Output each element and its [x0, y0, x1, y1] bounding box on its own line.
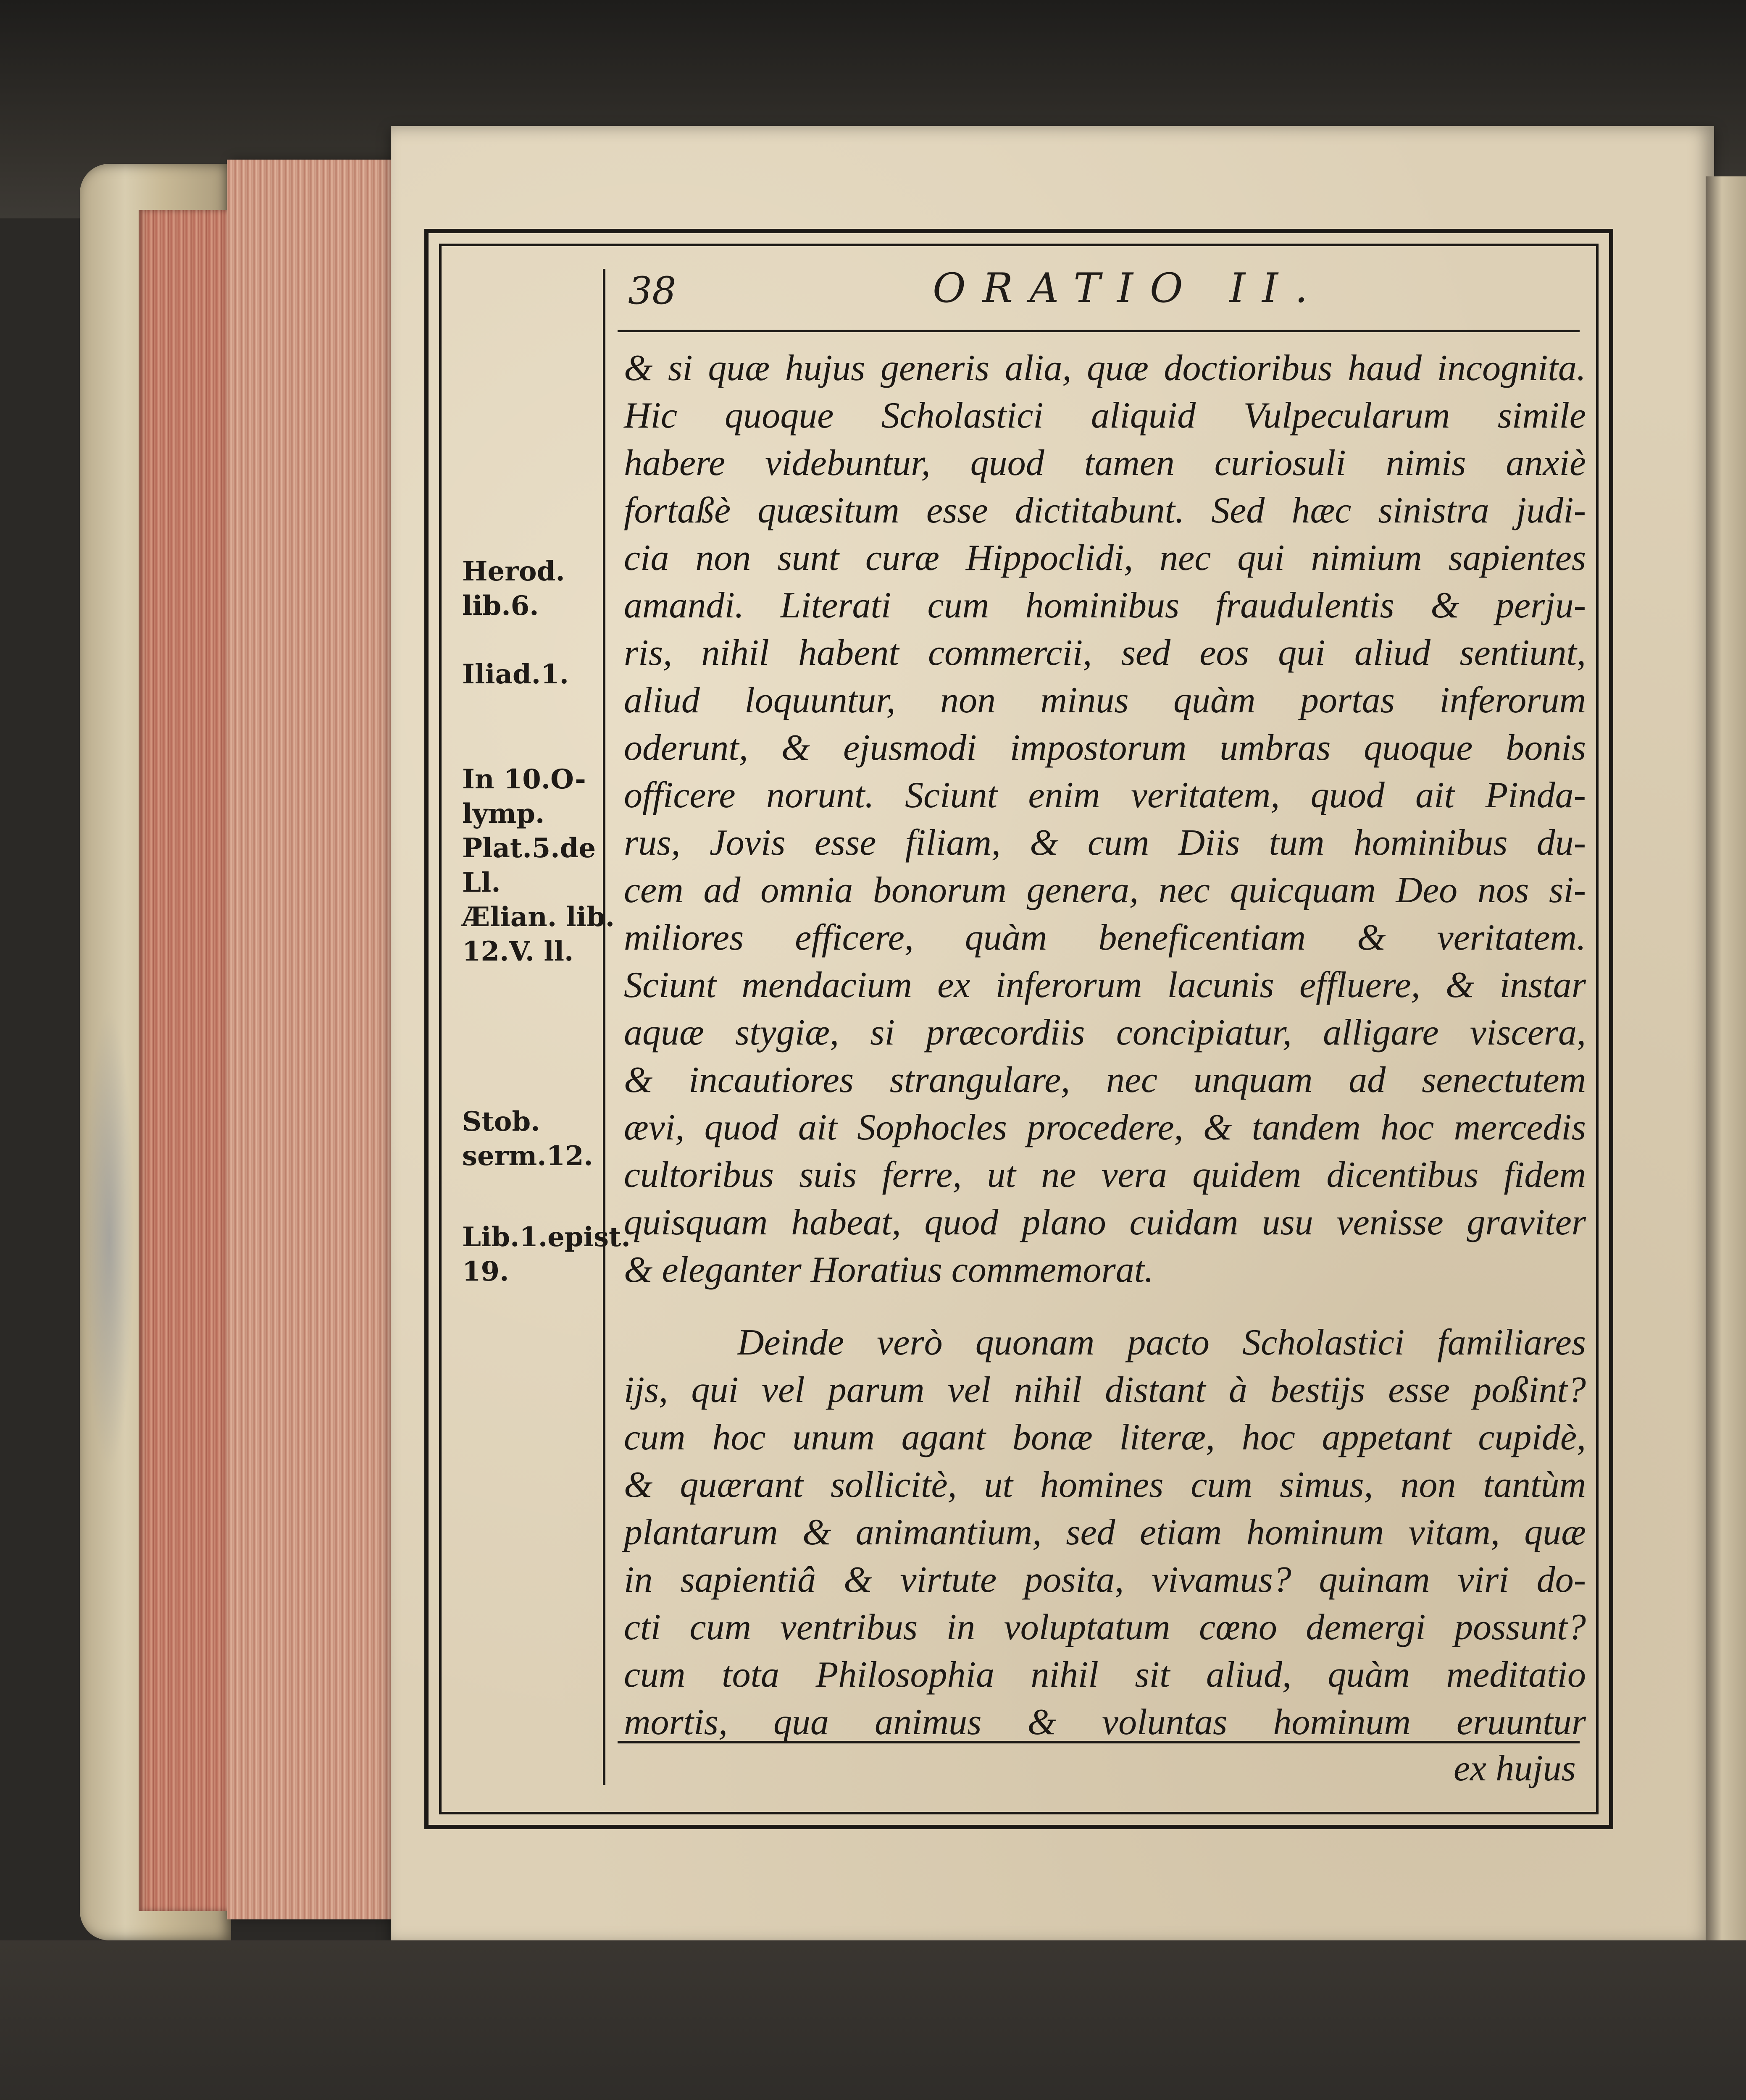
margin-note-line: Ælian. lib.: [462, 901, 615, 933]
text-line: ijs, qui vel parum vel nihil distant à bestijs esse poßint?: [624, 1370, 1586, 1410]
text-line: in sapientiâ & virtute posita, vivamus? quinam viri do-: [624, 1559, 1586, 1600]
margin-note: [462, 554, 565, 623]
facing-page-edge: [1706, 176, 1746, 1940]
text-line: cem ad omnia bonorum genera, nec quicquam Deo nos si-: [624, 870, 1586, 911]
page-edges-left: [139, 210, 231, 1911]
margin-note-line: Ll.: [462, 867, 501, 898]
margin-note-line: Herod.: [462, 556, 565, 587]
text-line: & incautiores strangulare, nec unquam ad senectutem: [624, 1060, 1586, 1100]
margin-note-line: lymp.: [462, 798, 545, 830]
margin-note-line: Iliad.1.: [462, 659, 569, 690]
text-line: Sciunt mendacium ex inferorum lacunis effluere, & instar: [624, 965, 1586, 1005]
text-line: aliud loquuntur, non minus quàm portas inferorum: [624, 680, 1586, 721]
text-line: cia non sunt curæ Hippoclidi, nec qui nimium sapientes: [624, 538, 1586, 578]
text-line: Deinde verò quonam pacto Scholastici familiares: [737, 1322, 1586, 1363]
page-number: 38: [628, 269, 676, 313]
margin-note-line: 12.V. ll.: [462, 936, 574, 967]
text-line: officere norunt. Sciunt enim veritatem, quod ait Pinda-: [624, 775, 1586, 816]
margin-note-line: In 10.O-: [462, 764, 586, 795]
text-line: cti cum ventribus in voluptatum cœno demergi possunt?: [624, 1607, 1586, 1648]
margin-note-line: Plat.5.de: [462, 832, 596, 864]
paragraph: [624, 344, 1586, 1294]
text-line: plantarum & animantium, sed etiam hominum vitam, quæ: [624, 1512, 1586, 1553]
margin-note: [462, 657, 569, 692]
text-line: rus, Jovis esse filiam, & cum Diis tum hominibus du-: [624, 822, 1586, 863]
text-line: & quærant sollicitè, ut homines cum simus, non tantùm: [624, 1465, 1586, 1505]
text-line: quisquam habeat, quod plano cuidam usu venisse graviter: [624, 1202, 1586, 1243]
margin-note-line: serm.12.: [462, 1140, 593, 1172]
text-line: ris, nihil habent commercii, sed eos qui aliud sentiunt,: [624, 633, 1586, 673]
text-line: cum hoc unum agant bonæ literæ, hoc appetant cupidè,: [624, 1417, 1586, 1458]
text-line: mortis, qua animus & voluntas hominum eruuntur: [624, 1702, 1586, 1743]
text-line: fortaßè quæsitum esse dictitabunt. Sed hæc sinistra judi-: [624, 490, 1586, 531]
text-line: ævi, quod ait Sophocles procedere, & tandem hoc mercedis: [624, 1107, 1586, 1148]
text-line: & eleganter Horatius commemorat.: [624, 1250, 1154, 1290]
margin-note: [462, 762, 615, 969]
text-line: & si quæ hujus generis alia, quæ doctioribus haud incognita.: [624, 348, 1586, 388]
margin-rule: [603, 269, 605, 1785]
page-edges-block: [227, 160, 403, 1919]
paragraph-gap: [624, 1294, 1586, 1319]
spine-stain: [84, 1008, 134, 1470]
margin-note-line: Lib.1.epist.: [462, 1221, 631, 1253]
text-line: miliores efficere, quàm beneficentiam & veritatem.: [624, 917, 1586, 958]
paragraph: [624, 1319, 1586, 1746]
running-head: ORATIO II.: [933, 265, 1325, 312]
bottom-background: [0, 1940, 1746, 2100]
text-line: Hic quoque Scholastici aliquid Vulpecularum simile: [624, 395, 1586, 436]
text-line: oderunt, & ejusmodi impostorum umbras quoque bonis: [624, 727, 1586, 768]
text-line: habere videbuntur, quod tamen curiosuli nimis anxiè: [624, 443, 1586, 483]
catchword: ex hujus: [1454, 1748, 1576, 1789]
margin-note-line: lib.6.: [462, 590, 539, 622]
text-line: aquæ stygiæ, si præcordiis concipiatur, alligare viscera,: [624, 1012, 1586, 1053]
text-line: amandi. Literati cum hominibus fraudulentis & perju-: [624, 585, 1586, 626]
header-rule: [618, 330, 1580, 332]
text-line: cultoribus suis ferre, ut ne vera quidem dicentibus fidem: [624, 1155, 1586, 1195]
body-text: [624, 344, 1586, 1746]
margin-note-line: 19.: [462, 1256, 509, 1287]
margin-note: [462, 1105, 593, 1173]
margin-note: [462, 1220, 631, 1289]
margin-note-line: Stob.: [462, 1106, 540, 1137]
text-line: cum tota Philosophia nihil sit aliud, quàm meditatio: [624, 1654, 1586, 1695]
